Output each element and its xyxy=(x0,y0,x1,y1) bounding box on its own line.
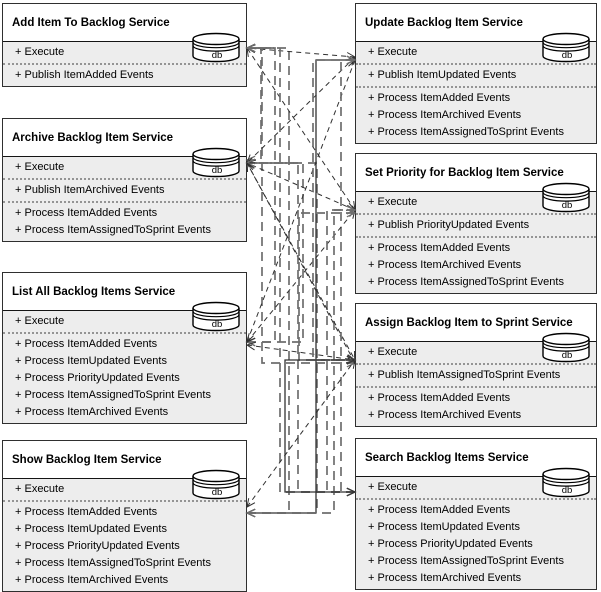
service-box-priority[interactable] xyxy=(355,153,597,294)
dependency-assign-archive xyxy=(247,163,355,363)
arrowhead xyxy=(247,44,255,52)
arrowhead xyxy=(247,44,255,52)
service-title: Assign Backlog Item to Sprint Service xyxy=(356,304,596,342)
arrowhead xyxy=(247,163,256,170)
database-icon xyxy=(191,301,241,332)
method-row: + Process ItemArchived Events xyxy=(15,406,169,418)
dependency-list-add xyxy=(247,44,275,346)
arrowhead xyxy=(247,342,256,350)
database-icon xyxy=(541,332,591,363)
database-label: db xyxy=(561,350,573,361)
compartment xyxy=(3,178,246,201)
method-row: + Process ItemAssignedToSprint Events xyxy=(368,126,564,138)
database-icon xyxy=(541,32,591,63)
arrowhead xyxy=(247,45,255,53)
arrowhead xyxy=(247,509,255,517)
method-row: + Publish ItemUpdated Events xyxy=(368,69,517,81)
arrowhead xyxy=(347,56,355,64)
compartment xyxy=(356,213,596,236)
method-row: + Process ItemArchived Events xyxy=(368,409,522,421)
arrowhead xyxy=(347,488,355,496)
dependency-list-archive xyxy=(247,159,303,346)
compartment xyxy=(356,363,596,386)
compartment xyxy=(356,236,596,293)
arrowhead xyxy=(347,210,355,219)
arrowhead xyxy=(347,206,355,214)
service-box-search[interactable] xyxy=(355,438,597,590)
method-row: + Process ItemAdded Events xyxy=(368,242,511,254)
dependency-priority-assign xyxy=(299,209,355,364)
arrowhead xyxy=(247,509,255,517)
method-row: + Process ItemAdded Events xyxy=(368,504,511,516)
arrowhead xyxy=(247,159,255,167)
dependency-show-archive xyxy=(247,159,317,517)
method-row: + Process ItemArchived Events xyxy=(368,109,522,121)
arrowhead xyxy=(347,206,355,214)
arrowhead xyxy=(347,356,355,364)
arrowhead xyxy=(247,163,254,172)
arrowhead xyxy=(247,163,254,172)
dependency-archive-assign xyxy=(247,163,355,360)
database-label: db xyxy=(561,50,573,61)
arrowhead xyxy=(247,338,255,346)
method-row: + Execute xyxy=(15,315,65,327)
service-title: Add Item To Backlog Service xyxy=(3,4,246,42)
method-row: + Process PriorityUpdated Events xyxy=(368,538,533,550)
dependency-update-archive xyxy=(247,57,355,163)
arrowhead xyxy=(247,156,255,164)
arrowhead xyxy=(347,488,355,496)
method-row: + Process ItemUpdated Events xyxy=(15,523,167,535)
database-label: db xyxy=(561,200,573,211)
dependency-list-priority xyxy=(247,210,355,342)
compartment xyxy=(3,500,246,591)
method-row: + Process ItemAdded Events xyxy=(368,392,511,404)
service-box-update[interactable] xyxy=(355,3,597,144)
dependency-search-add xyxy=(247,44,355,496)
database-label: db xyxy=(211,319,223,330)
method-row: + Process ItemArchived Events xyxy=(15,574,169,586)
dependency-assign-add xyxy=(247,44,355,367)
arrowhead xyxy=(347,356,355,364)
method-row: + Publish PriorityUpdated Events xyxy=(368,219,530,231)
arrowhead xyxy=(347,56,355,64)
dependency-search-priority xyxy=(327,206,355,496)
arrowhead xyxy=(347,201,355,210)
method-row: + Process PriorityUpdated Events xyxy=(15,372,180,384)
method-row: + Process ItemUpdated Events xyxy=(15,355,167,367)
compartment xyxy=(3,201,246,241)
dependency-show-assign xyxy=(247,360,355,507)
dependency-update-add xyxy=(247,45,355,60)
arrowhead xyxy=(348,354,355,363)
database-label: db xyxy=(211,165,223,176)
method-row: + Process ItemAdded Events xyxy=(15,338,158,350)
service-box-show[interactable] xyxy=(2,440,247,592)
service-title: Update Backlog Item Service xyxy=(356,4,596,42)
service-title: Search Backlog Items Service xyxy=(356,439,596,477)
method-row: + Process ItemUpdated Events xyxy=(368,521,520,533)
arrowhead xyxy=(247,44,255,52)
service-box-add[interactable] xyxy=(2,3,247,87)
arrowhead xyxy=(247,159,255,167)
method-row: + Execute xyxy=(368,346,418,358)
method-row: + Process ItemAssignedToSprint Events xyxy=(15,557,211,569)
dependency-search-archive xyxy=(247,159,355,496)
method-row: + Publish ItemAdded Events xyxy=(15,69,154,81)
arrowhead xyxy=(348,351,355,360)
arrowhead xyxy=(247,338,255,346)
method-row: + Process ItemAdded Events xyxy=(368,92,511,104)
method-row: + Process ItemArchived Events xyxy=(368,572,522,584)
arrowhead xyxy=(247,509,255,517)
dependency-search-assign xyxy=(285,356,355,496)
method-row: + Process ItemArchived Events xyxy=(368,259,522,271)
database-icon xyxy=(191,147,241,178)
arrowhead xyxy=(347,359,355,367)
method-row: + Process ItemAssignedToSprint Events xyxy=(15,389,211,401)
compartment xyxy=(356,63,596,86)
method-row: + Execute xyxy=(368,196,418,208)
arrowhead xyxy=(247,498,255,507)
dependency-show-priority xyxy=(247,206,355,517)
database-icon xyxy=(541,182,591,213)
dependency-show-add xyxy=(247,44,289,517)
arrowhead xyxy=(347,360,355,369)
service-title: List All Backlog Items Service xyxy=(3,273,246,311)
arrowhead xyxy=(347,356,355,364)
arrowhead xyxy=(247,509,255,517)
arrowhead xyxy=(347,56,355,64)
dependency-priority-archive xyxy=(247,163,355,211)
arrowhead xyxy=(247,48,255,57)
dependency-show-update xyxy=(247,56,355,517)
method-row: + Publish ItemArchived Events xyxy=(15,184,165,196)
method-row: + Process ItemAdded Events xyxy=(15,207,158,219)
database-icon xyxy=(191,32,241,63)
method-row: + Process ItemAssignedToSprint Events xyxy=(15,224,211,236)
database-label: db xyxy=(561,485,573,496)
database-icon xyxy=(191,469,241,500)
method-row: + Execute xyxy=(15,161,65,173)
method-row: + Process ItemAssignedToSprint Events xyxy=(368,276,564,288)
database-label: db xyxy=(211,487,223,498)
arrowhead xyxy=(247,155,255,163)
database-icon xyxy=(541,467,591,498)
method-row: + Execute xyxy=(15,46,65,58)
arrowhead xyxy=(246,333,253,342)
database-label: db xyxy=(211,50,223,61)
arrowhead xyxy=(347,488,355,496)
service-title: Show Backlog Item Service xyxy=(3,441,246,479)
method-row: + Execute xyxy=(368,46,418,58)
compartment xyxy=(3,332,246,423)
method-row: + Process ItemAssignedToSprint Events xyxy=(368,555,564,567)
service-box-list[interactable] xyxy=(2,272,247,424)
arrowhead xyxy=(347,57,355,65)
arrowhead xyxy=(347,488,355,496)
method-row: + Process PriorityUpdated Events xyxy=(15,540,180,552)
compartment xyxy=(356,386,596,426)
dependency-list-assign xyxy=(247,342,355,362)
method-row: + Publish ItemAssignedToSprint Events xyxy=(368,369,561,381)
dependency-list-update xyxy=(246,60,355,342)
dependency-search-update xyxy=(341,56,355,496)
dependency-priority-add xyxy=(247,48,355,210)
arrowhead xyxy=(347,209,355,217)
arrowhead xyxy=(346,203,355,210)
compartment xyxy=(3,63,246,86)
arrowhead xyxy=(347,53,355,61)
service-box-archive[interactable] xyxy=(2,118,247,242)
dependency-archive-add xyxy=(247,44,261,164)
compartment xyxy=(356,498,596,589)
arrowhead xyxy=(347,488,355,496)
arrowhead xyxy=(247,44,255,52)
service-title: Set Priority for Backlog Item Service xyxy=(356,154,596,192)
arrowhead xyxy=(247,44,255,52)
arrowhead xyxy=(247,159,255,167)
service-box-assign[interactable] xyxy=(355,303,597,427)
method-row: + Execute xyxy=(15,483,65,495)
compartment xyxy=(356,86,596,143)
dependency-update-assign xyxy=(313,56,355,364)
arrowhead xyxy=(346,355,355,363)
method-row: + Execute xyxy=(368,481,418,493)
method-row: + Process ItemAdded Events xyxy=(15,506,158,518)
arrowhead xyxy=(247,333,255,342)
service-title: Archive Backlog Item Service xyxy=(3,119,246,157)
